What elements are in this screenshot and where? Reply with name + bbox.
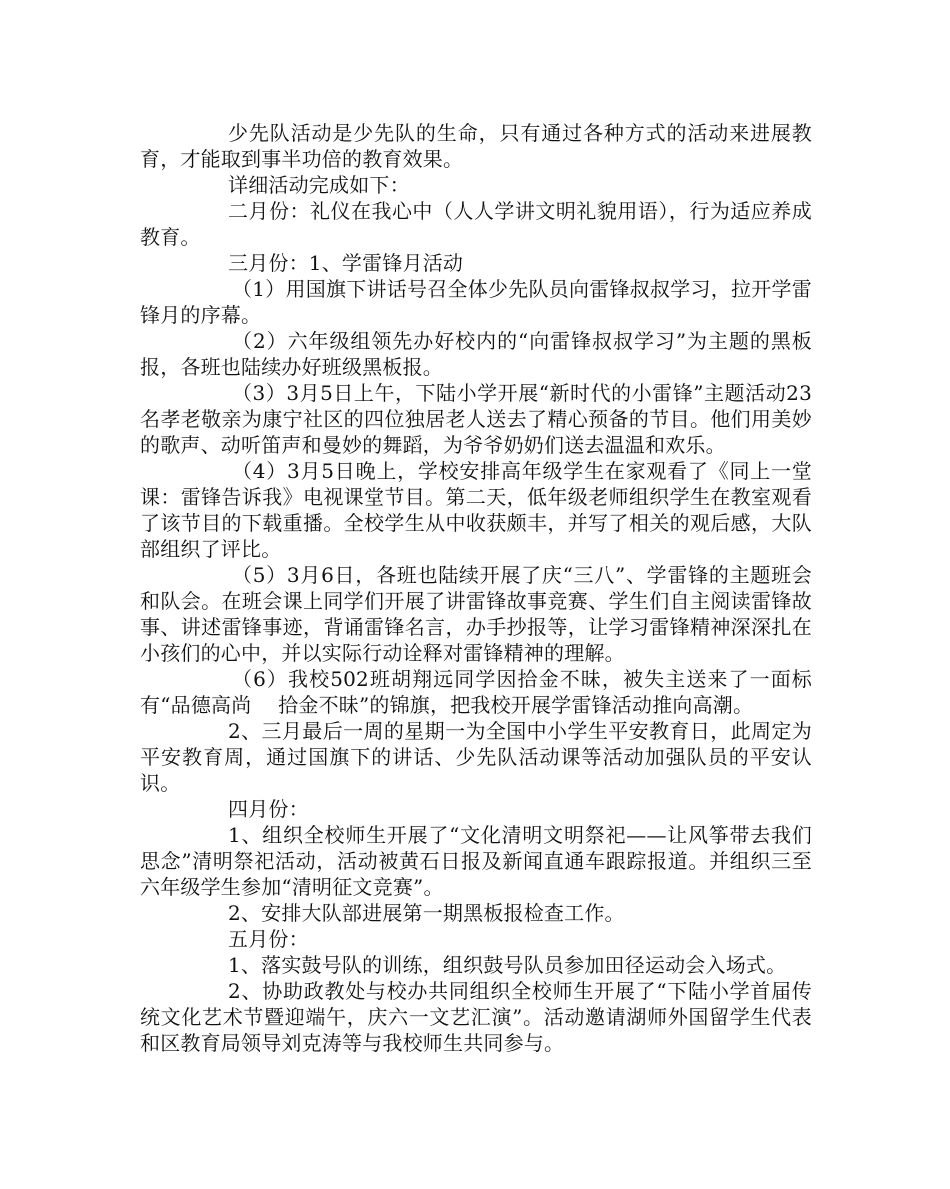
paragraph-march-safety-week: 2、三月最后一周的星期一为全国中小学生平安教育日，此周定为平安教育周，通过国旗下的讲话、少先队活动课等活动加强队员的平安认识。 — [140, 719, 812, 795]
paragraph-april-heading: 四月份： — [228, 797, 309, 821]
paragraph-may-heading: 五月份： — [228, 927, 309, 951]
paragraph-april-item-1: 1、组织全校师生开展了“文化清明文明祭祀——让风筝带去我们思念”清明祭祀活动，活动被黄石日报及新闻直通车跟踪报道。并组织三至六年级学生参加“清明征文竞赛”。 — [140, 823, 812, 899]
paragraph-april-item-2: 2、安排大队部进展第一期黑板报检查工作。 — [228, 901, 625, 925]
paragraph-march-item-2: （2）六年级组领先办好校内的“向雷锋叔叔学习”为主题的黑板报，各班也陆续办好班级黑板报。 — [140, 329, 812, 379]
paragraph-intro: 少先队活动是少先队的生命，只有通过各种方式的活动来进展教育，才能取到事半功倍的教育效果。 — [140, 121, 812, 171]
paragraph-march-item-1: （1）用国旗下讲话号召全体少先队员向雷锋叔叔学习，拉开学雷锋月的序幕。 — [140, 277, 812, 327]
paragraph-march-item-4: （4）3月5日晚上，学校安排高年级学生在家观看了《同上一堂课：雷锋告诉我》电视课堂节目。第二天，低年级老师组织学生在教室观看了该节目的下载重播。全校学生从中收获颇丰，并写了相关的观后感，大队部组织了评比。 — [140, 459, 812, 561]
paragraph-may-item-1: 1、落实鼓号队的训练，组织鼓号队员参加田径运动会入场式。 — [228, 953, 787, 977]
paragraph-details-heading: 详细活动完成如下： — [228, 173, 410, 197]
paragraph-march-item-3: （3）3月5日上午，下陆小学开展“新时代的小雷锋”主题活动23名孝老敬亲为康宁社区的四位独居老人送去了精心预备的节目。他们用美妙的歌声、动听笛声和曼妙的舞蹈，为爷爷奶奶们送去温温和欢乐。 — [140, 381, 812, 457]
paragraph-march-item-6: （6）我校502班胡翔远同学因拾金不昧，被失主送来了一面标有“品德高尚 拾金不昧”的锦旗，把我校开展学雷锋活动推向高潮。 — [140, 667, 812, 717]
paragraph-march-heading: 三月份：1、学雷锋月活动 — [228, 251, 464, 275]
document-body — [140, 120, 812, 1056]
paragraph-march-item-5: （5）3月6日，各班也陆续开展了庆“三八”、学雷锋的主题班会和队会。在班会课上同学们开展了讲雷锋故事竞赛、学生们自主阅读雷锋故事、讲述雷锋事迹，背诵雷锋名言，办手抄报等，让学习雷锋精神深深扎在小孩们的心中，并以实际行动诠释对雷锋精神的理解。 — [140, 563, 812, 665]
paragraph-february: 二月份：礼仪在我心中（人人学讲文明礼貌用语），行为适应养成教育。 — [140, 199, 812, 249]
paragraph-may-item-2: 2、协助政教处与校办共同组织全校师生开展了“下陆小学首届传统文化艺术节暨迎端午，庆六一文艺汇演”。活动邀请湖师外国留学生代表和区教育局领导刘克涛等与我校师生共同参与。 — [140, 979, 812, 1055]
